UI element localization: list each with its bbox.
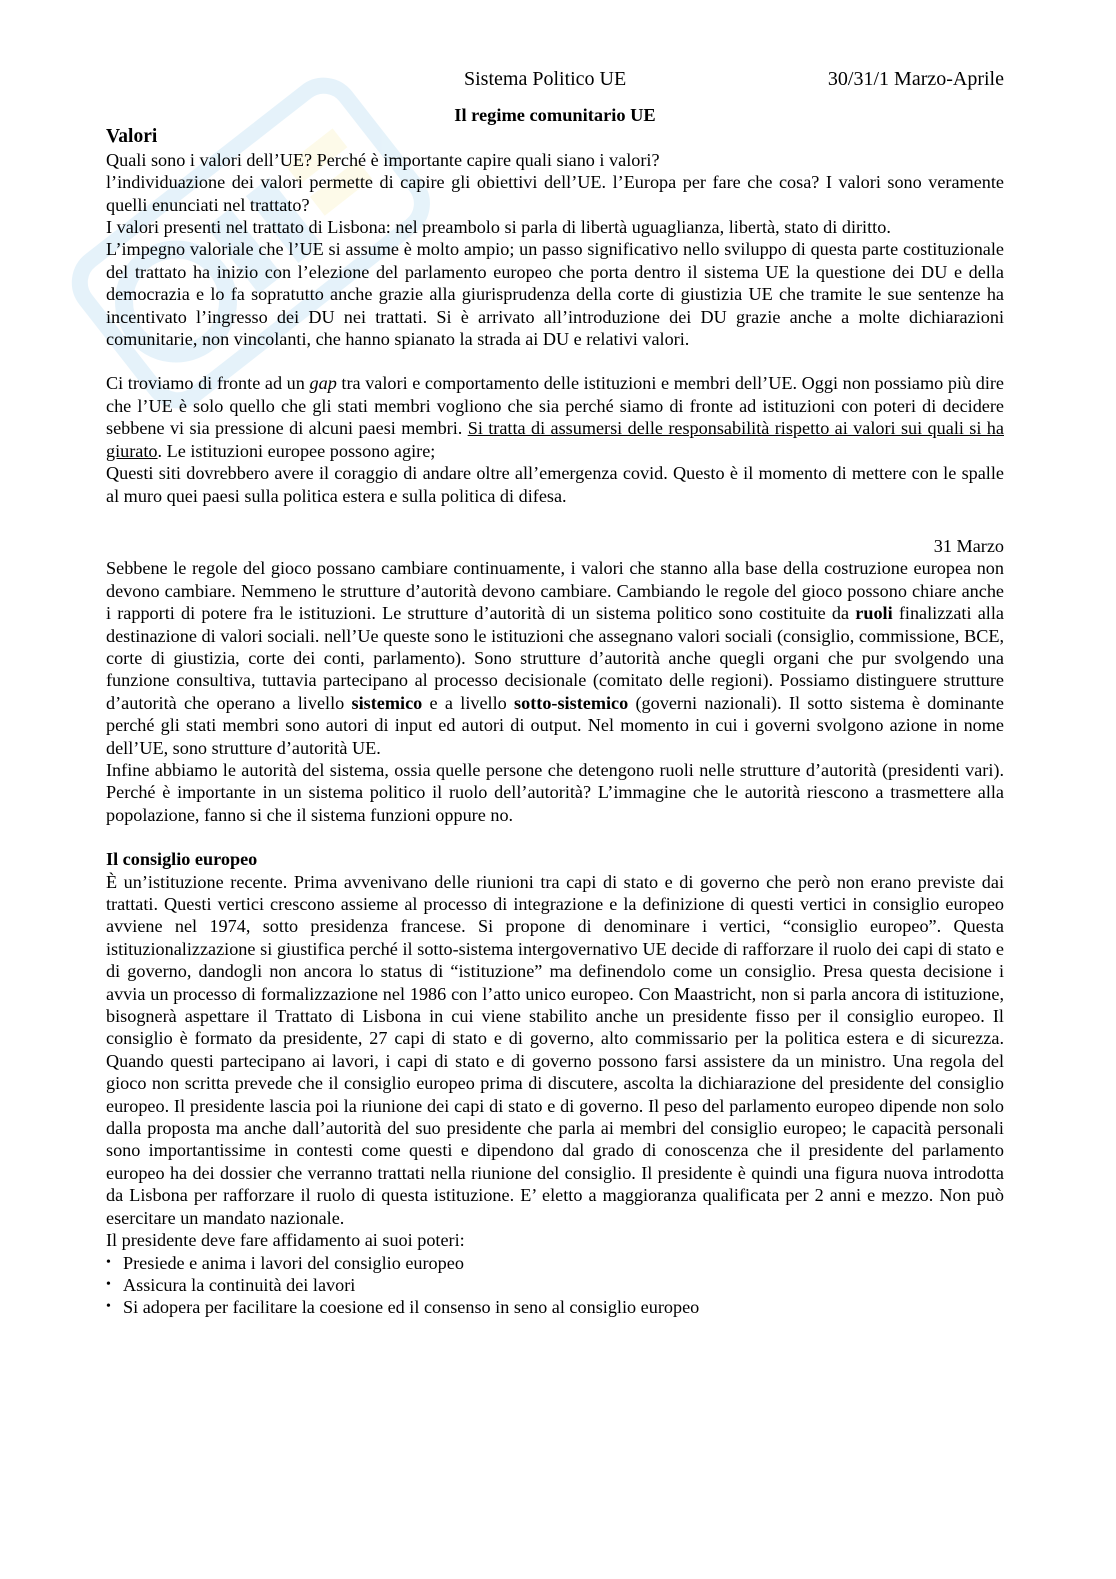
italic-term: gap: [309, 373, 337, 394]
bold-term: sotto-sistemico: [514, 692, 629, 713]
lesson-date: 31 Marzo: [933, 535, 1004, 556]
text-run: Sebbene le regole del gioco possano cambiare continuamente, i valori che stanno alla base della costruzione europea non devono cambiare. Nemmeno le strutture d’autorità devono cambiare. Cambiando le regole del gioco possono chiare anche i rapporti di potere fra le istituzioni. Le strutture d’autorità di un sistema politico sono costituite da: [106, 558, 1004, 624]
document-title: Il regime comunitario UE: [454, 105, 656, 125]
paragraph: L’impegno valoriale che l’UE si assume è molto ampio; un passo significativo nello sviluppo di questa parte costituzionale del trattato ha inizio con l’elezione del parlamento europeo che porta dentro il sistema UE la questione dei DU e della democrazia e lo fa sopratutto anche grazie alla giurisprudenza della corte di giustizia UE che tramite le sue sentenze ha incentivato l’ingresso dei DU nei trattati. Si è arrivato all’introduzione dei DU grazie anche a molte dichiarazioni comunitarie, non vincolanti, che hanno spianato la strada ai DU e relativi valori.: [106, 239, 1004, 350]
paragraph: Infine abbiamo le autorità del sistema, ossia quelle persone che detengono ruoli nelle strutture d’autorità (presidenti vari). Perché è importante in un sistema politico il ruolo dell’autorità? L’immagine che le autorità riescono a trasmettere alla popolazione, fanno si che il sistema funzioni oppure no.: [106, 759, 1004, 825]
paragraph: I valori presenti nel trattato di Lisbona: nel preambolo si parla di libertà uguaglianza, libertà, stato di diritto.: [106, 217, 891, 238]
paragraph: È un’istituzione recente. Prima avvenivano delle riunioni tra capi di stato e di governo che però non erano previste dai trattati. Questi vertici crescono assieme al processo di integrazione e la definizione di questi vertici in consiglio europeo avviene nel 1974, sotto presidenza francese. Si propone di denominare i vertici, “consiglio europeo”. Questa istituzionalizzazione si giustifica perché il sotto-sistema intergovernativo UE decide di rafforzare il ruolo dei capi di stato e di governo, dandogli non ancora lo status di “istituzione” ma definendolo come un consiglio. Presa questa decisione i avvia un processo di formalizzazione nel 1986 con l’atto unico europeo. Con Maastricht, non si parla ancora di istituzione, bisognerà aspettare il Trattato di Lisbona in cui viene stabilito anche un presidente fisso per il consiglio europeo. Il consiglio è formato da presidente, 27 capi di stato e di governo, alto commissario per la politica estera e di sicurezza. Quando questi partecipano ai lavori, i capi di stato e di governo possono farsi assistere da un ministro. Una regola del gioco non scritta prevede che il consiglio europeo prima di discutere, ascolta la dichiarazione del presidente del consiglio europeo. Il presidente lascia poi la riunione dei capi di stato e di governo. Il peso del parlamento europeo dipende non solo dalla proposta ma anche dall’autorità del suo presidente che parla ai membri del consiglio europeo; le capacità personali sono importantissime in contesti come questi e dipendono dal grado di conoscenza che il presidente del parlamento europeo ha dei dossier che verranno trattati nella riunione del consiglio. Il presidente è quindi una figura nuova introdotta da Lisbona per rafforzare il ruolo di questa istituzione. E’ eletto a maggioranza qualificata per 2 anni e mezzo. Non può esercitare un mandato nazionale.: [106, 871, 1004, 1228]
document-page: [106, 66, 1004, 1319]
text-run: Ci troviamo di fronte ad un: [106, 373, 310, 394]
paragraph: l’individuazione dei valori permette di capire gli obiettivi dell’UE. l’Europa per fare che cosa? I valori sono veramente quelli enunciati nel trattato?: [106, 172, 1004, 215]
text-run: . Le istituzioni europee possono agire;: [157, 440, 436, 461]
underlined-sentence: Si tratta di assumersi delle responsabilità rispetto ai valori sui quali si ha giurato: [106, 418, 1004, 461]
course-name: Sistema Politico UE: [464, 68, 627, 90]
spacer: [106, 826, 1004, 848]
text-run: e a livello: [422, 692, 515, 713]
text-run: tra valori e comportamento delle istituzioni e membri dell’UE. Oggi non possiamo più dire che l’UE è solo quello che gli stati membri vogliono che sia perché siamo di fronte ad istituzioni con poteri di decidere sebbene vi sia pressione di alcuni paesi membri.: [106, 373, 1005, 439]
page-header: [106, 66, 1004, 94]
section-heading-valori: Valori: [106, 126, 158, 148]
list-item: • Si adopera per facilitare la coesione ed il consenso in seno al consiglio europeo: [106, 1296, 1004, 1318]
text-run: finalizzati alla destinazione di valori sociali. nell’Ue queste sono le istituzioni che assegnano valori sociali (consiglio, commissione, BCE, corte di giustizia, corte dei conti, parlamento). Sono strutture d’autorità anche quegli organi che pur svolgendo una funzione consultiva, tuttavia partecipano al processo decisionale (comitato delle regioni). Possiamo distinguere strutture d’autorità che operano a livello: [106, 603, 1004, 713]
paragraph: Il presidente deve fare affidamento ai suoi poteri:: [106, 1230, 465, 1251]
lesson-dates: 30/31/1 Marzo-Aprile: [827, 68, 1004, 90]
paragraph: Quali sono i valori dell’UE? Perché è importante capire quali siano i valori?: [106, 149, 660, 170]
section-heading-consiglio: Il consiglio europeo: [106, 849, 258, 870]
list-item: • Presiede e anima i lavori del consiglio europeo: [106, 1252, 1004, 1274]
list-item: • Assicura la continuità dei lavori: [106, 1274, 1004, 1296]
bold-term: ruoli: [855, 603, 893, 624]
paragraph-strutture: [106, 557, 1004, 759]
spacer: [106, 507, 1004, 535]
bold-term: sistemico: [351, 692, 423, 713]
text-run: (governi nazionali). Il sotto sistema è dominante perché gli stati membri sono autori di input ed autori di output. Nel momento in cui i governi svolgono azione in nome dell’UE, sono strutture d’autorità UE.: [106, 692, 1005, 758]
paragraph: Questi siti dovrebbero avere il coraggio di andare oltre all’emergenza covid. Questo è il momento di mettere con le spalle al muro quei paesi sulla politica estera e sulla politica di difesa.: [106, 463, 1004, 506]
paragraph-gap: [106, 372, 1004, 462]
spacer: [106, 350, 1004, 372]
bullet-list: [106, 1252, 1004, 1319]
